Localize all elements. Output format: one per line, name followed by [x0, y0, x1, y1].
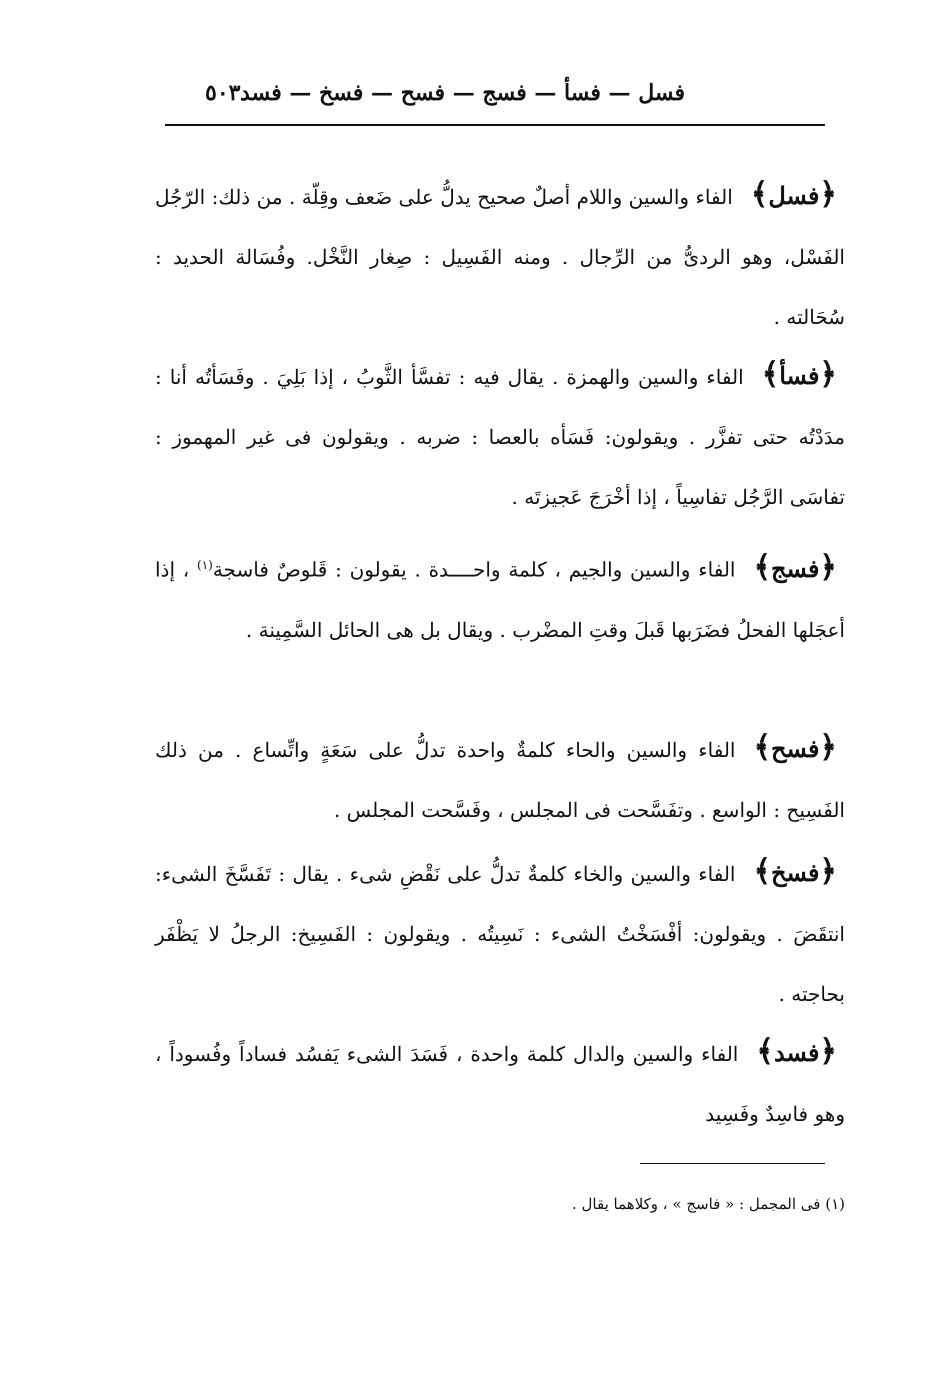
entry-headword: ﴿فسخ﴾: [753, 854, 837, 889]
entry-fasah: [155, 718, 845, 840]
entry-headword: ﴿فسد﴾: [756, 1034, 837, 1069]
entry-fasakh: [155, 842, 845, 1024]
footnote-text: فى المجمل : « فاسج » ، وكلاهما يقال .: [572, 1195, 821, 1213]
entry-fasa: [155, 345, 845, 527]
entry-fasl: [155, 165, 845, 347]
entry-text: الفاء والسين والحاء كلمةٌ واحدة تدلُّ على سَعَةٍ واتِّساع . من ذلك الفَسِيح : الواسع . وتفَسَّحت فى المجلس ، وفَسَّحت المجلس .: [155, 738, 845, 822]
entry-headword: ﴿فسل﴾: [750, 177, 837, 212]
entry-headword: ﴿فسج﴾: [753, 549, 837, 585]
page-header: [165, 80, 825, 120]
page-number: ٥٠٣: [205, 80, 241, 106]
entry-fasad: [155, 1022, 845, 1144]
entry-headword: ﴿فسأ﴾: [761, 357, 837, 392]
entry-text: الفاء والسين والهمزة . يقال فيه : تفسَّأ الثَّوبُ ، إذا بَلِيَ . وفَسَأتُه أنا : مدَدْتُه حتى تفزَّر . ويقولون: فَسَأه بالعصا : ضربه . ويقولون فى غير المهموز : تفاسَى الرَّجُل تفاسِياً ، إذا أخْرَجَ عَجيزتَه .: [155, 365, 845, 509]
entry-text-continued: ، إذا أعجَلها الفحلُ فضَرَبها قَبلَ وقتِ المضْرب . ويقال بل هى الحائل السَّمِينة .: [155, 557, 845, 642]
footnote-rule: [640, 1163, 825, 1164]
header-rule: [165, 124, 825, 126]
entry-text: الفاء والسين والجيم ، كلمة واحــــدة . يقولون : قَلوصٌ فاسجة: [212, 557, 736, 582]
footnote-number: (١): [825, 1195, 845, 1213]
entry-text: الفاء والسين والخاء كلمةٌ تدلُّ على نَقْضِ شىء . يقال : تَفَسَّخَ الشىء: انتقَضَ . ويقولون: أفْسَخْتُ الشىء : نَسِيتُه . ويقولون : الفَسِيخ: الرجلُ لا يَظْفَر بحاجته .: [155, 862, 845, 1006]
header-title: فسل — فسأ — فسج — فسح — فسخ — فسد: [240, 80, 685, 106]
footnote: [155, 1195, 845, 1213]
footnote-marker: (١): [197, 558, 213, 572]
entry-text: الفاء والسين واللام أصلٌ صحيح يدلُّ على ضَعف وقِلّة . من ذلك: الرّجُل الفَسْل، وهو الردىُّ من الرِّجال . ومنه الفَسِيل : صِغار النَّخْل. وفُسَالة الحديد : سُحَالته .: [155, 185, 845, 329]
entry-fasaj: [155, 535, 845, 660]
entry-headword: ﴿فسح﴾: [753, 730, 837, 765]
entry-text: الفاء والسين والدال كلمة واحدة ، فَسَدَ الشىء يَفسُد فساداً وفُسوداً ، وهو فاسِدٌ وفَسِيد: [155, 1042, 845, 1126]
